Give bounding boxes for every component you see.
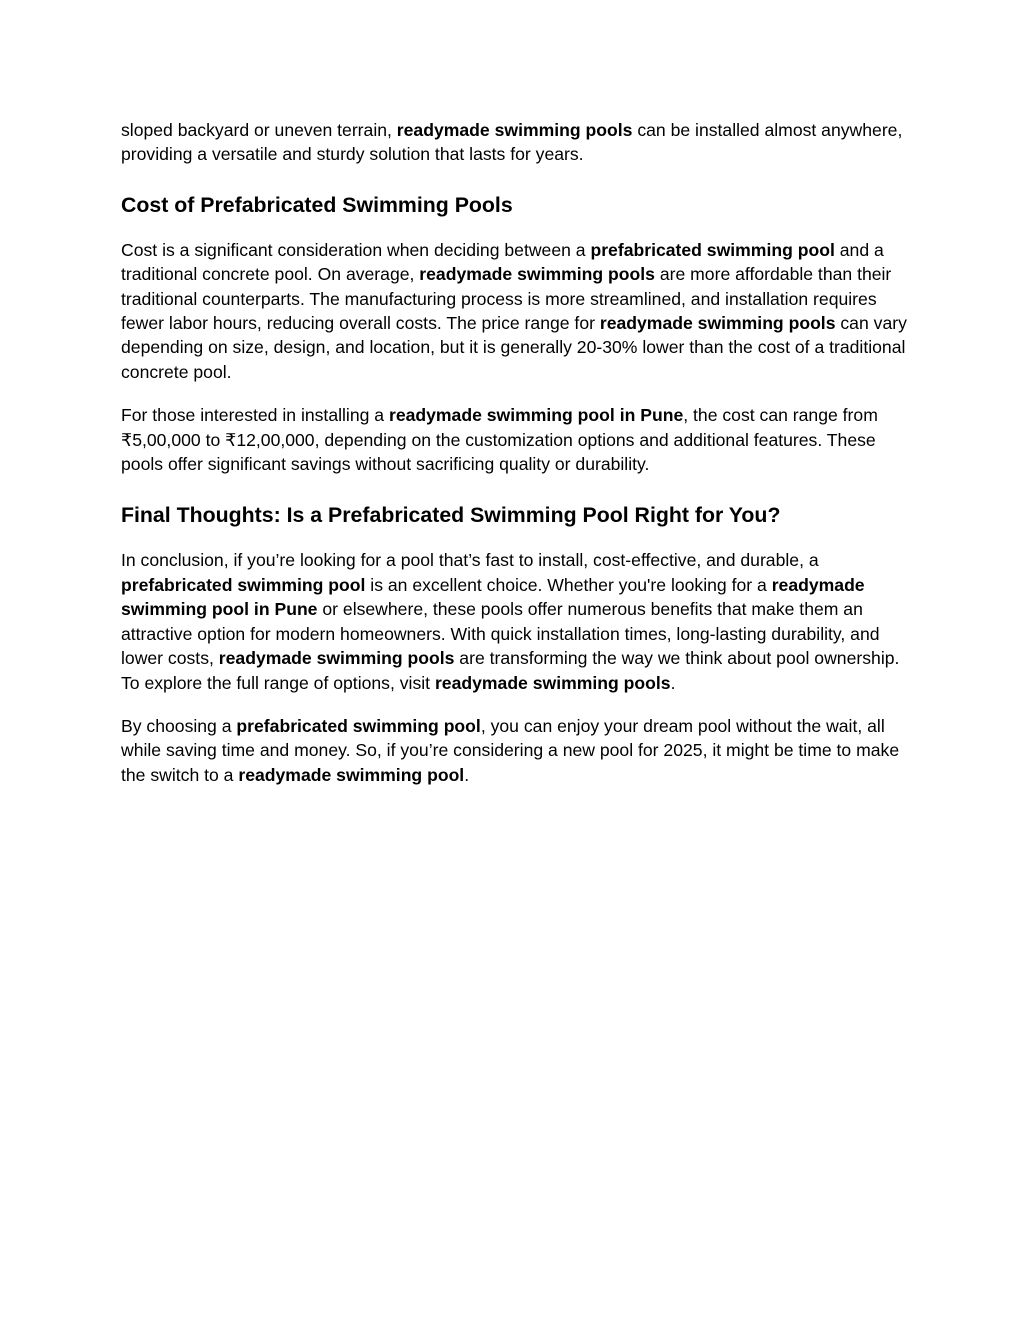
bold-run: prefabricated swimming pool — [121, 574, 366, 595]
text-run: and a traditional concrete pool. On average, — [121, 239, 884, 285]
bold-run: readymade swimming pools — [434, 672, 671, 693]
paragraph-closing — [121, 714, 911, 787]
text-run: For those interested in installing a — [121, 405, 389, 426]
text-run: , the cost can range from ₹5,00,000 to ₹12,00,000, depending on the customization options and additional features. These pools offer significant savings without sacrificing quality or durability. — [121, 405, 878, 475]
text-run: . — [670, 672, 676, 693]
bold-run: prefabricated swimming pool — [590, 239, 835, 260]
text-run: is an excellent choice. Whether you're looking for a — [365, 574, 772, 595]
paragraph-cost-pune — [121, 403, 911, 476]
heading-final-thoughts: Final Thoughts: Is a Prefabricated Swimming Pool Right for You? — [121, 503, 781, 528]
paragraph-conclusion — [121, 548, 911, 694]
text-run: By choosing a — [121, 715, 237, 736]
text-run: In conclusion, if you’re looking for a pool that’s fast to install, cost-effective, and durable, a — [121, 550, 819, 571]
document-page — [121, 118, 911, 806]
text-run: . — [464, 764, 470, 785]
text-run: , you can enjoy your dream pool without the wait, all while saving time and money. So, if you’re considering a new pool for 2025, it might be time to make the switch to a — [121, 715, 900, 785]
text-run: are transforming the way we think about pool ownership. To explore the full range of options, visit — [121, 648, 900, 693]
bold-run: readymade swimming pools — [419, 264, 655, 285]
paragraph-pool-versatility — [121, 118, 911, 167]
text-run: or elsewhere, these pools offer numerous benefits that make them an attractive option for modern homeowners. With quick installation times, long-lasting durability, and lower costs, — [121, 599, 880, 669]
text-run: are more affordable than their traditional counterparts. The manufacturing process is more streamlined, and installation requires fewer labor hours, reducing overall costs. The price range for — [121, 264, 892, 334]
paragraph-cost-overview — [121, 238, 911, 384]
text-run: can be installed almost anywhere, providing a versatile and sturdy solution that lasts for years. — [121, 120, 903, 165]
bold-run: readymade swimming pool in Pune — [388, 405, 684, 426]
heading-cost: Cost of Prefabricated Swimming Pools — [121, 192, 513, 217]
text-run: can vary depending on size, design, and location, but it is generally 20-30% lower than the cost of a traditional concrete pool. — [121, 313, 907, 382]
bold-run: readymade swimming pool — [238, 764, 465, 785]
text-run: Cost is a significant consideration when deciding between a — [121, 239, 591, 260]
bold-run: readymade swimming pools — [218, 648, 455, 669]
bold-run: readymade swimming pools — [599, 313, 836, 334]
bold-run: readymade swimming pool in Pune — [121, 574, 865, 620]
text-run: sloped backyard or uneven terrain, — [121, 120, 397, 140]
bold-run: prefabricated swimming pool — [236, 715, 481, 736]
bold-run: readymade swimming pools — [396, 120, 633, 140]
